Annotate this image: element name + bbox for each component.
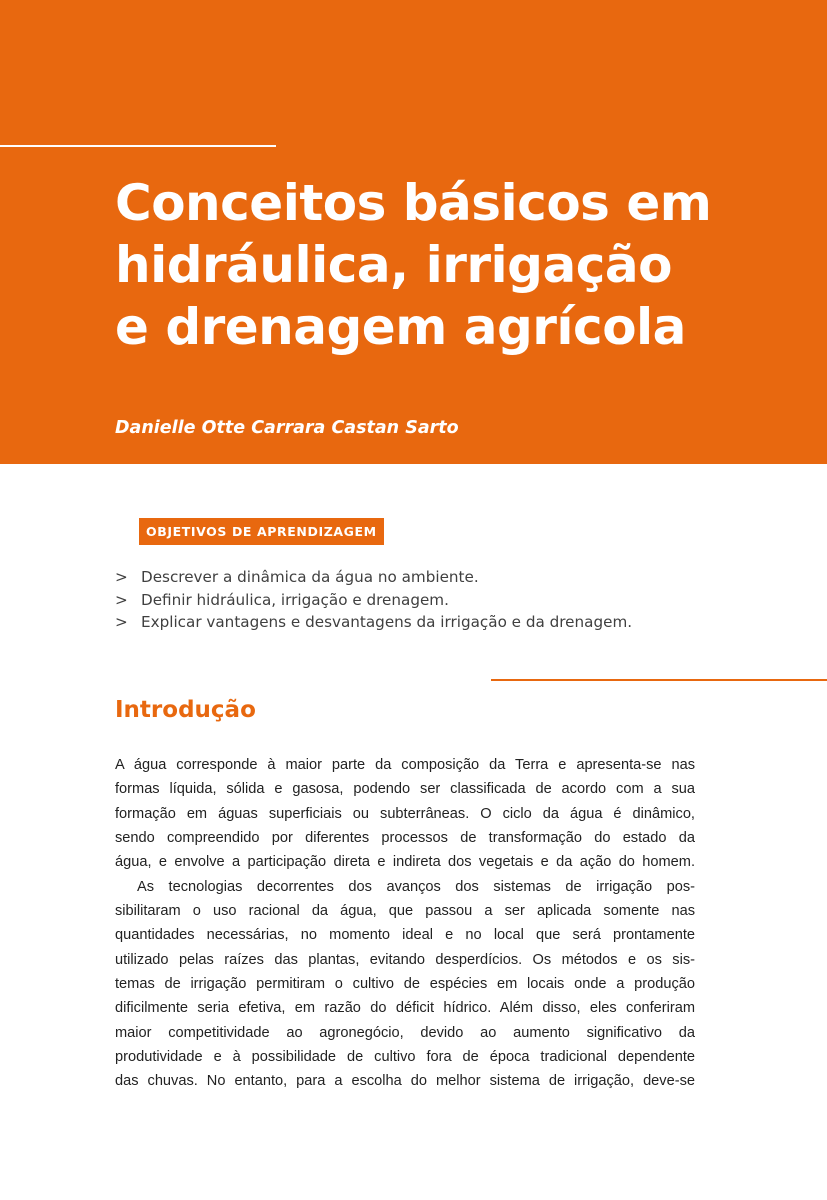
text-line: produtividade e à possibilidade de cultivo fora de época tradicional dependente [115, 1049, 695, 1066]
objectives-list [115, 566, 632, 634]
text-line: água, e envolve a participação direta e indireta dos vegetais e da ação do homem. [115, 854, 695, 871]
chapter-header [0, 0, 827, 464]
text-line: maior competitividade ao agronegócio, devido ao aumento significativo da [115, 1024, 695, 1041]
objective-item [115, 566, 632, 589]
section-divider [491, 679, 827, 681]
text-line: utilizado pelas raízes das plantas, evitando desperdícios. Os métodos e os sis- [115, 951, 695, 968]
title-line: e drenagem agrícola [115, 298, 686, 356]
title-line: Conceitos básicos em [115, 174, 712, 232]
text-line: das chuvas. No entanto, para a escolha do melhor sistema de irrigação, deve-se [115, 1073, 695, 1090]
body-text [115, 753, 695, 1094]
text-line: quantidades necessárias, no momento ideal e no local que será prontamente [115, 927, 695, 944]
objectives-badge: OBJETIVOS DE APRENDIZAGEM [139, 518, 384, 545]
text-line: sibilitaram o uso racional da água, que passou a ser aplicada somente nas [115, 903, 695, 920]
text-line: temas de irrigação permitiram o cultivo de espécies em locais onde a produção [115, 976, 695, 993]
header-rule [0, 145, 276, 147]
text-line: sendo compreendido por diferentes processos de transformação do estado da [115, 830, 695, 847]
chevron-right-icon: > [115, 613, 128, 631]
text-line: dificilmente seria efetiva, em razão do déficit hídrico. Além disso, eles conferiram [115, 1000, 695, 1017]
objective-text: Descrever a dinâmica da água no ambiente. [141, 568, 479, 586]
objective-item [115, 611, 632, 634]
text-line: formação em águas superficiais ou subterrâneas. O ciclo da água é dinâmico, [115, 805, 695, 822]
text-line: formas líquida, sólida e gasosa, podendo ser classificada de acordo com a sua [115, 781, 695, 798]
title-line: hidráulica, irrigação [115, 236, 672, 294]
chapter-author: Danielle Otte Carrara Castan Sarto [115, 418, 459, 438]
chapter-title [115, 172, 815, 358]
text-line: A água corresponde à maior parte da composição da Terra e apresenta-se nas [115, 757, 695, 773]
objective-item [115, 589, 632, 612]
objective-text: Explicar vantagens e desvantagens da irrigação e da drenagem. [141, 613, 633, 631]
objective-text: Definir hidráulica, irrigação e drenagem. [141, 590, 449, 609]
text-line: As tecnologias decorrentes dos avanços dos sistemas de irrigação pos- [137, 878, 695, 895]
chevron-right-icon: > [115, 590, 128, 609]
section-heading: Introdução [115, 697, 256, 723]
chevron-right-icon: > [115, 568, 128, 586]
